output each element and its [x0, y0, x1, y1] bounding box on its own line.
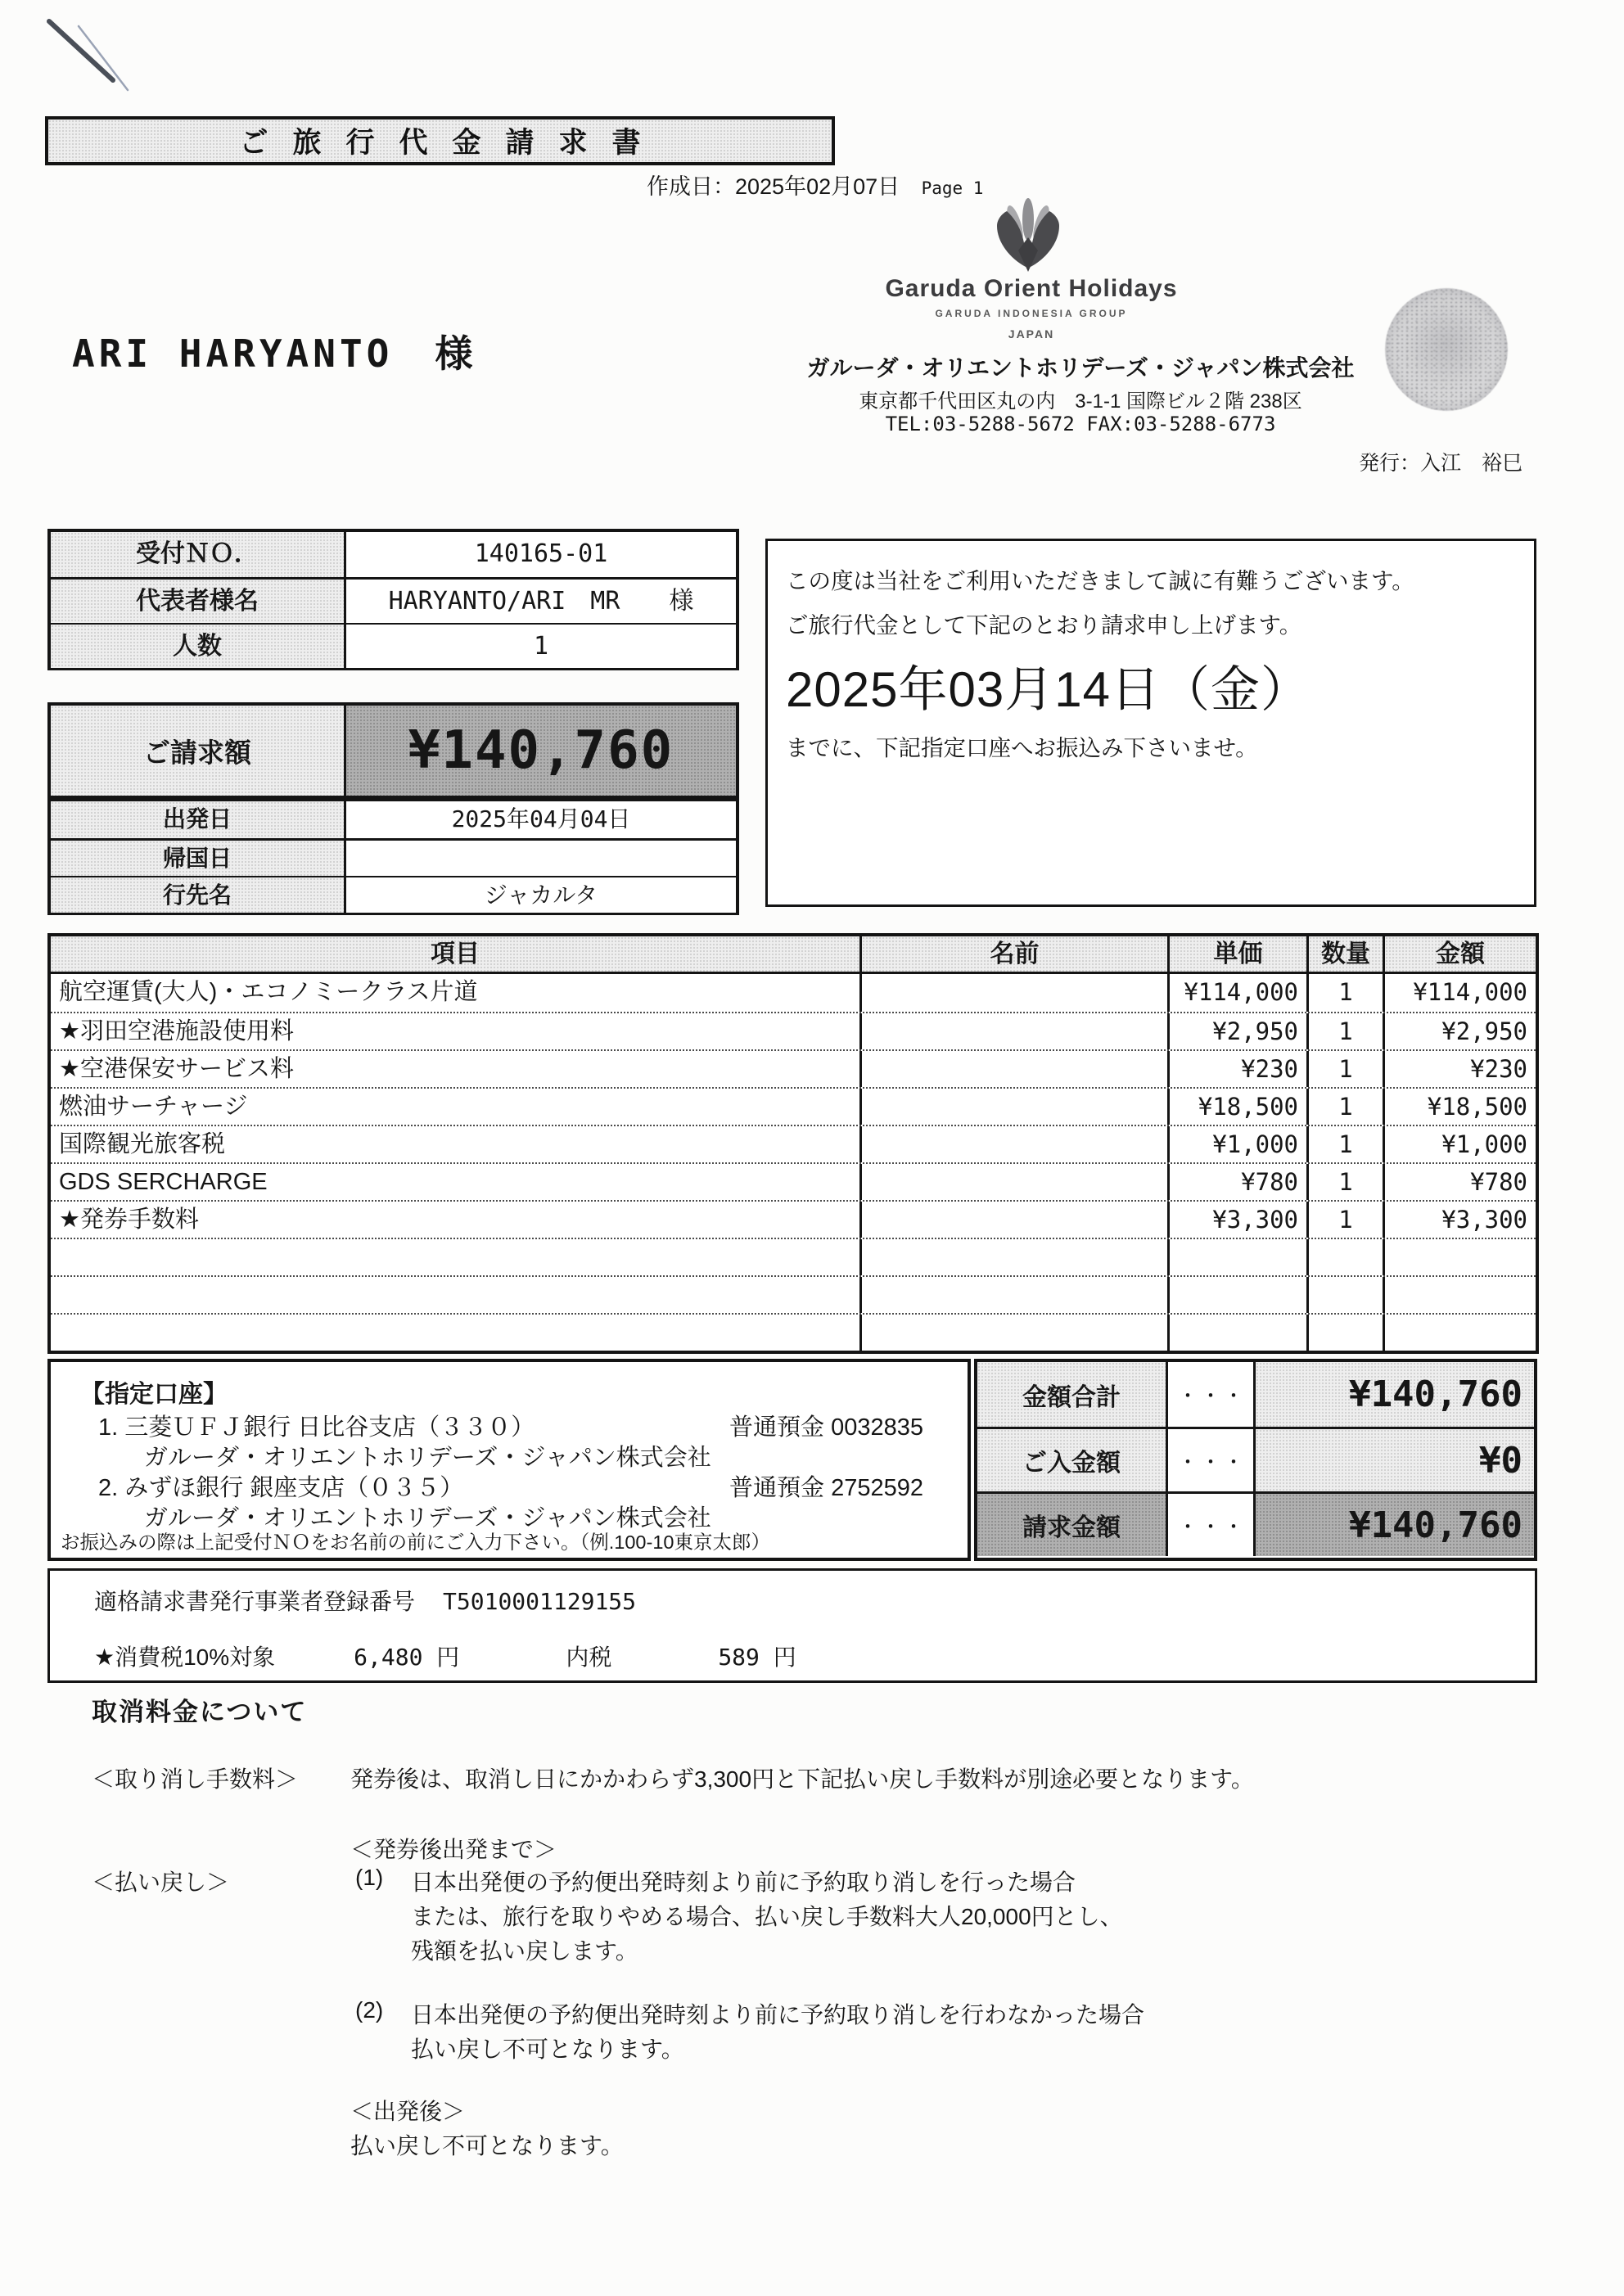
designated-account-box — [47, 1359, 971, 1561]
total-sum-value: ¥140,760 — [1256, 1362, 1534, 1427]
cancel-fee-label: ＜取り消し手数料＞ — [92, 1766, 299, 1792]
item-unit-price-cell — [1167, 1239, 1306, 1275]
tax-breakdown-line — [94, 1640, 1535, 1672]
return-date-value — [344, 841, 736, 876]
logo-country-line: JAPAN — [1008, 327, 1055, 341]
header-unit-price: 単価 — [1167, 936, 1306, 972]
tax-registration-label: 適格請求書発行事業者登録番号 — [94, 1589, 416, 1614]
refund-item1-line: 残額を払い戻します。 — [411, 1938, 638, 1964]
paid-amount-row — [977, 1427, 1534, 1491]
item-unit-price-cell — [1167, 1277, 1306, 1313]
item-qty-cell: 1 — [1306, 1013, 1383, 1049]
item-amount-cell: ¥18,500 — [1383, 1089, 1536, 1125]
trip-info-table — [47, 798, 739, 915]
item-row — [51, 1162, 1536, 1200]
pax-count-value: 1 — [344, 625, 736, 668]
header-quantity: 数量 — [1306, 936, 1383, 972]
item-name-cell — [51, 1315, 859, 1351]
item-passenger-cell — [859, 1277, 1167, 1313]
item-passenger-cell — [859, 1239, 1167, 1275]
paid-amount-dots: ・・・ — [1166, 1429, 1256, 1491]
item-row-empty — [51, 1275, 1536, 1313]
items-header-row — [51, 936, 1536, 974]
reception-no-value: 140165-01 — [344, 532, 736, 577]
pax-count-row — [51, 622, 736, 667]
payment-notice-box — [765, 539, 1536, 907]
after-departure-heading: ＜出発後＞ — [350, 2099, 466, 2124]
item-passenger-cell — [859, 1051, 1167, 1087]
representative-value: HARYANTO/ARI MR 様 — [344, 580, 736, 623]
departure-date-label: 出発日 — [51, 801, 344, 838]
item-row — [51, 1049, 1536, 1087]
reception-info-table — [47, 529, 739, 670]
representative-row — [51, 577, 736, 622]
item-name-cell: 国際観光旅客税 — [59, 1131, 226, 1157]
header-item: 項目 — [51, 936, 859, 972]
after-departure-text: 払い戻し不可となります。 — [350, 2133, 624, 2158]
billing-amount-box — [47, 702, 739, 799]
item-qty-cell: 1 — [1306, 1164, 1383, 1200]
item-amount-cell — [1383, 1315, 1536, 1351]
item-name-cell: ★発券手数料 — [59, 1207, 199, 1233]
cancellation-heading: 取消料金について — [92, 1698, 308, 1726]
item-unit-price-cell: ¥1,000 — [1167, 1126, 1306, 1162]
item-unit-price-cell — [1167, 1315, 1306, 1351]
destination-row — [51, 875, 736, 912]
return-date-label: 帰国日 — [51, 841, 344, 876]
bank-account-line — [80, 1413, 953, 1443]
item-row-empty — [51, 1238, 1536, 1275]
item-row — [51, 1125, 1536, 1162]
item-row — [51, 1012, 1536, 1049]
paid-amount-value: ¥0 — [1256, 1429, 1534, 1491]
item-name-cell: 燃油サーチャージ — [59, 1094, 248, 1120]
item-qty-cell — [1306, 1239, 1383, 1275]
inner-tax-label: 内税 — [566, 1644, 612, 1670]
before-departure-heading: ＜発券後出発まで＞ — [350, 1837, 557, 1862]
refund-item2-number: (2) — [355, 1997, 384, 2023]
item-name-cell: ★羽田空港施設使用料 — [59, 1018, 294, 1044]
bank-branch-name: 2. みずほ銀行 銀座支店（０３５） — [98, 1475, 464, 1501]
item-qty-cell: 1 — [1306, 974, 1383, 1012]
item-qty-cell: 1 — [1306, 1202, 1383, 1238]
item-passenger-cell — [859, 1089, 1167, 1125]
total-sum-label: 金額合計 — [977, 1362, 1166, 1427]
company-stamp-icon — [1385, 288, 1508, 411]
item-qty-cell: 1 — [1306, 1051, 1383, 1087]
item-name-cell: 航空運賃(大人)・エコノミークラス片道 — [59, 979, 478, 1005]
item-amount-cell: ¥230 — [1383, 1051, 1536, 1087]
refund-item2-line: 払い戻し不可となります。 — [411, 2037, 684, 2062]
item-passenger-cell — [859, 1013, 1167, 1049]
bank-account-holder: ガルーダ・オリエントホリデーズ・ジャパン株式会社 — [144, 1505, 711, 1531]
item-row — [51, 1087, 1536, 1125]
item-row — [51, 974, 1536, 1012]
document-title-bar — [45, 116, 835, 165]
return-date-row — [51, 838, 736, 875]
destination-label: 行先名 — [51, 877, 344, 913]
logo-brand-name: Garuda Orient Holidays — [885, 275, 1178, 302]
item-unit-price-cell: ¥3,300 — [1167, 1202, 1306, 1238]
billed-amount-row — [977, 1491, 1534, 1556]
billing-amount-label: ご請求額 — [51, 706, 344, 796]
item-passenger-cell — [859, 1315, 1167, 1351]
billed-amount-label: 請求金額 — [977, 1494, 1166, 1556]
item-amount-cell: ¥780 — [1383, 1164, 1536, 1200]
bank-account-number: 普通預金 2752592 — [729, 1475, 923, 1501]
cancel-fee-text: 発券後は、取消し日にかかわらず3,300円と下記払い戻し手数料が別途必要となります。 — [350, 1766, 1254, 1792]
billed-amount-value: ¥140,760 — [1256, 1494, 1534, 1556]
representative-label: 代表者様名 — [51, 580, 344, 623]
item-unit-price-cell: ¥18,500 — [1167, 1089, 1306, 1125]
header-name: 名前 — [859, 936, 1167, 972]
item-passenger-cell — [859, 1164, 1167, 1200]
refund-label: ＜払い戻し＞ — [92, 1870, 230, 1895]
item-passenger-cell — [859, 1202, 1167, 1238]
refund-item1-line: または、旅行を取りやめる場合、払い戻し手数料大人20,000円とし、 — [411, 1904, 1123, 1929]
bank-account-number: 普通預金 0032835 — [729, 1414, 923, 1441]
billed-amount-dots: ・・・ — [1166, 1494, 1256, 1556]
departure-date-value: 2025年04月04日 — [344, 801, 736, 838]
taxable-label: ★消費税10%対象 — [94, 1644, 276, 1670]
issuer-name: 発行：入江 裕巳 — [1358, 452, 1522, 475]
company-name: ガルーダ・オリエントホリデーズ・ジャパン株式会社 — [806, 355, 1355, 381]
item-amount-cell — [1383, 1239, 1536, 1275]
notice-thanks-line: この度は当社をご利用いただきまして誠に有難うございます。 — [786, 568, 1414, 593]
taxable-amount: 6,480 円 — [354, 1644, 460, 1671]
item-amount-cell — [1383, 1277, 1536, 1313]
pax-count-label: 人数 — [51, 625, 344, 668]
billing-amount-value: ¥140,760 — [344, 706, 736, 796]
destination-value: ジャカルタ — [344, 877, 736, 913]
item-row — [51, 1200, 1536, 1238]
company-address: 東京都千代田区丸の内 3-1-1 国際ビル２階 238区 — [859, 390, 1302, 413]
transfer-note: お振込みの際は上記受付ＮＯをお名前の前にご入力下さい。（例.100-10東京太郎） — [61, 1531, 770, 1553]
item-amount-cell: ¥2,950 — [1383, 1013, 1536, 1049]
item-name-cell — [51, 1239, 859, 1275]
page-number: Page 1 — [921, 178, 984, 198]
logo-group-line: GARUDA INDONESIA GROUP — [935, 308, 1128, 319]
document-title: ご旅行代金請求書 — [239, 127, 665, 159]
paid-amount-label: ご入金額 — [977, 1429, 1166, 1491]
item-row-empty — [51, 1313, 1536, 1351]
refund-item2-line: 日本出発便の予約便出発時刻より前に予約取り消しを行わなかった場合 — [411, 2002, 1145, 2028]
bank-box-heading: 【指定口座】 — [80, 1381, 228, 1408]
item-unit-price-cell: ¥2,950 — [1167, 1013, 1306, 1049]
reception-no-label: 受付ＮＯ． — [51, 532, 344, 577]
tax-registration-line — [94, 1584, 1535, 1617]
tax-registration-box — [47, 1568, 1537, 1683]
header-amount: 金額 — [1383, 936, 1536, 972]
pen-scribble-mark — [31, 15, 170, 105]
tax-registration-number: T5010001129155 — [443, 1588, 637, 1615]
totals-table — [974, 1359, 1537, 1561]
invoice-items-table — [47, 933, 1539, 1354]
item-qty-cell — [1306, 1277, 1383, 1313]
total-sum-row — [977, 1362, 1534, 1427]
customer-name: ARI HARYANTO 様 — [72, 332, 477, 376]
total-sum-dots: ・・・ — [1166, 1362, 1256, 1427]
item-name-cell: ★空港保安サービス料 — [59, 1056, 294, 1082]
bank-account-holder: ガルーダ・オリエントホリデーズ・ジャパン株式会社 — [144, 1445, 711, 1471]
item-unit-price-cell: ¥230 — [1167, 1051, 1306, 1087]
item-unit-price-cell: ¥114,000 — [1167, 974, 1306, 1012]
garuda-logo-icon — [979, 196, 1077, 278]
item-passenger-cell — [859, 1126, 1167, 1162]
company-tel-fax: TEL:03-5288-5672 FAX:03-5288-6773 — [885, 413, 1276, 435]
item-qty-cell: 1 — [1306, 1126, 1383, 1162]
item-qty-cell — [1306, 1315, 1383, 1351]
item-amount-cell: ¥3,300 — [1383, 1202, 1536, 1238]
refund-item1-line: 日本出発便の予約便出発時刻より前に予約取り消しを行った場合 — [411, 1870, 1076, 1895]
inner-tax-amount: 589 円 — [718, 1644, 796, 1671]
item-amount-cell: ¥114,000 — [1383, 974, 1536, 1012]
notice-transfer-line: までに、下記指定口座へお振込み下さいませ。 — [786, 735, 1258, 760]
reception-no-row — [51, 532, 736, 577]
payment-due-date: 2025年03月14日（金） — [786, 662, 1310, 717]
item-name-cell — [51, 1277, 859, 1313]
departure-date-row — [51, 801, 736, 838]
item-amount-cell: ¥1,000 — [1383, 1126, 1536, 1162]
refund-item1-number: (1) — [355, 1865, 384, 1890]
bank-branch-name: 1. 三菱ＵＦＪ銀行 日比谷支店（３３０） — [98, 1414, 535, 1441]
notice-request-line: ご旅行代金として下記のとおり請求申し上げます。 — [786, 612, 1302, 638]
created-date: 作成日：2025年02月07日 — [647, 174, 900, 199]
bank-account-line — [80, 1473, 953, 1504]
item-passenger-cell — [859, 974, 1167, 1012]
item-unit-price-cell: ¥780 — [1167, 1164, 1306, 1200]
item-name-cell: GDS SERCHARGE — [59, 1169, 268, 1195]
item-qty-cell: 1 — [1306, 1089, 1383, 1125]
